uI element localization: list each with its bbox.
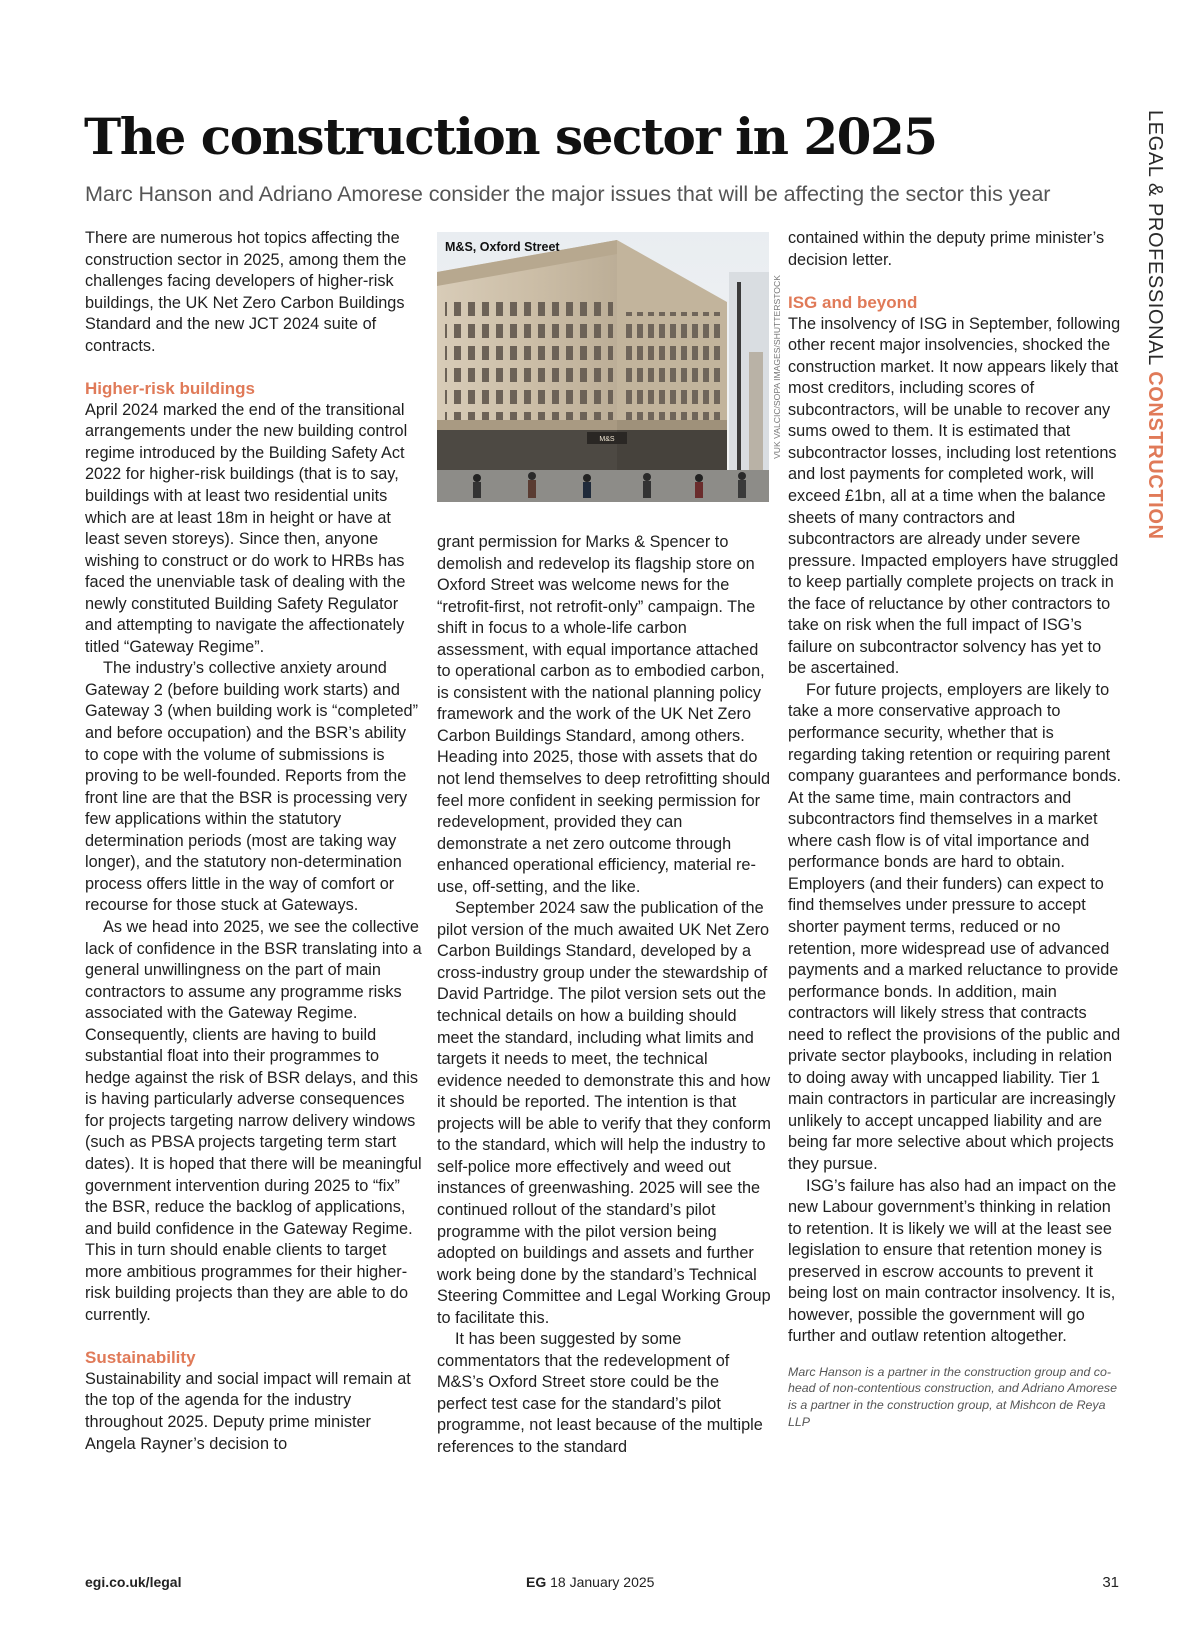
- paragraph-split: contained within the deputy prime minister’s decision letter.: [788, 229, 1105, 269]
- photo-credit-text: VUK VALCIC/SOPA IMAGES/SHUTTERSTOCK: [772, 275, 782, 459]
- photo-credit: [771, 232, 783, 502]
- author-byline: Marc Hanson is a partner in the construction group and co-head of non-contentious construction, and Adriano Amorese is a partner in the construction group, at Mishcon de Reya LLP: [788, 1364, 1118, 1429]
- section-tab: [1142, 110, 1168, 540]
- heading-higher-risk: Higher-risk buildings: [85, 379, 256, 399]
- paragraph: As we head into 2025, we see the collective lack of confidence in the BSR translating into a general unwillingness on the part of main contractors to assume any programme risks associated with the Gateway Regime. Consequently, clients are having to build substantial float into their programmes to hedge against the risk of BSR delays, and this is having particularly adverse consequences for projects targeting narrow delivery windows (such as PBSA projects targeting term start dates). It is hoped that there will be meaningful government intervention during 2025 to “fix” the BSR, reduce the backlog of applications, and build confidence in the Gateway Regime. This in turn should enable clients to target more ambitious programmes for their higher-risk building projects than they are able to do currently.: [85, 917, 422, 1324]
- column-3: [788, 228, 1122, 1430]
- paragraph: April 2024 marked the end of the transitional arrangements under the new building control regime introduced by the Building Safety Act 2022 for higher-risk buildings (that is to say, buildings with at least two residential units which are at least 18m in height or have at least seven storeys). Since then, anyone wishing to construct or do work to HRBs has faced the unenviable task of dealing with the newly constituted Building Safety Regulator and attempting to navigate the affectionately titled “Gateway Regime”.: [85, 400, 408, 656]
- column-2: [437, 532, 772, 1459]
- paragraph: September 2024 saw the publication of the pilot version of the much awaited UK Net Zero Carbon Buildings Standard, developed by a cross-industry group under the stewardship of David Partridge. The pilot version sets out the technical details on how a building should meet the standard, including what limits and targets it needs to meet, the technical evidence needed to demonstrate this and how it should be reported. The intention is that projects will be able to verify that they conform to the standard, which will help the industry to self-police more effectively and weed out instances of greenwashing. 2025 will see the continued rollout of the standard’s pilot programme with the pilot version being adopted on buildings and assets and further work being done by the standard’s Technical Steering Committee and Legal Working Group to facilitate this.: [437, 899, 771, 1327]
- heading-sustainability: Sustainability: [85, 1348, 196, 1368]
- paragraph: For future projects, employers are likely to take a more conservative approach to performance security, whether that is regarding taking retention or requiring parent company guarantees and performance bonds. At the same time, main contractors and subcontractors find themselves in a market where cash flow is of vital importance and performance bonds are hard to obtain. Employers (and their funders) can expect to find themselves under pressure to accept shorter payment terms, reduced or no retention, more widespread use of advanced payments and a marked reluctance to provide performance bonds. In addition, main contractors will likely stress that contracts need to reflect the provisions of the public and private sector playbooks, including in relation to doing away with uncapped liability. Tier 1 main contractors in particular are increasingly unlikely to accept uncapped liability and are being far more selective about which projects they pursue.: [788, 680, 1122, 1173]
- page-number: 31: [1102, 1574, 1119, 1591]
- article-subtitle: Marc Hanson and Adriano Amorese consider the major issues that will be affecting the sector this year: [85, 181, 1051, 206]
- footer-publication: [526, 1574, 654, 1590]
- photo-caption: M&S, Oxford Street: [445, 240, 560, 254]
- footer-pub: EG: [526, 1574, 547, 1590]
- paragraph: The industry’s collective anxiety around Gateway 2 (before building work starts) and Gateway 3 (when building work is “completed” and before occupation) and the BSR’s ability to cope with the volume of submissions is proving to be well-founded. Reports from the front line are that the BSR is processing very few applications within the statutory determination periods (most are taking way longer), and the statutory non-determination process offers little in the way of comfort or recourse for those stuck at Gateways.: [85, 659, 419, 915]
- heading-isg: ISG and beyond: [788, 293, 918, 313]
- section-tab-prefix: LEGAL & PROFESSIONAL: [1144, 110, 1166, 366]
- footer-site: egi.co.uk/legal: [85, 1574, 182, 1590]
- intro-paragraph: There are numerous hot topics affecting the construction sector in 2025, among them the challenges facing developers of higher-risk buildings, the UK Net Zero Carbon Buildings Standard and the new JCT 2024 suite of contracts.: [85, 229, 407, 355]
- paragraph-split: It has been suggested by some commentators that the redevelopment of M&S’s Oxford Street store could be the perfect test case for the standard’s pilot programme, not least because of the multiple references to the standard: [437, 1330, 763, 1456]
- column-1: [85, 228, 422, 1455]
- footer-date: 18 January 2025: [550, 1574, 655, 1590]
- paragraph: The insolvency of ISG in September, following other recent major insolvencies, shocked the construction market. It now appears likely that most creditors, including scores of subcontractors, will be unable to recover any sums owed to them. It is estimated that subcontractor losses, including lost retentions and lost payments for completed work, will exceed £1bn, all at a time when the balance sheets of many contractors and subcontractors are already under severe pressure. Impacted employers have struggled to keep partially complete projects on track in the face of reluctance by other contractors to take on risk when the full impact of ISG’s failure on subcontractor solvency has yet to be ascertained.: [788, 314, 1121, 678]
- building-photo-illustration: [437, 232, 769, 502]
- paragraph-split: Sustainability and social impact will remain at the top of the agenda for the industry throughout 2025. Deputy prime minister Angela Rayner’s decision to: [85, 1369, 411, 1453]
- paragraph-split: grant permission for Marks & Spencer to demolish and redevelop its flagship store on Oxford Street was welcome news for the “retrofit-first, not retrofit-only” campaign. The shift in focus to a whole-life carbon assessment, with equal importance attached to operational carbon as to embodied carbon, is consistent with the national planning policy framework and the work of the UK Net Zero Carbon Buildings Standard, among others. Heading into 2025, those with assets that do not lend themselves to deep retrofitting should feel more confident in seeking permission for redevelopment, provided they can demonstrate a net zero outcome through enhanced operational efficiency, material re-use, off-setting, and the like.: [437, 533, 771, 896]
- article-title: The construction sector in 2025: [84, 107, 937, 166]
- section-tab-highlight: CONSTRUCTION: [1144, 371, 1166, 540]
- svg-text:M&S: M&S: [599, 436, 615, 443]
- paragraph: ISG’s failure has also had an impact on the new Labour government’s thinking in relation to retention. It is likely we will at the least see legislation to ensure that retention money is preserved in escrow accounts to prevent it being lost on main contractor insolvency. It is, however, possible the government will go further and outlaw retention altogether.: [788, 1176, 1117, 1346]
- photo-ms-oxford-street: [437, 232, 769, 502]
